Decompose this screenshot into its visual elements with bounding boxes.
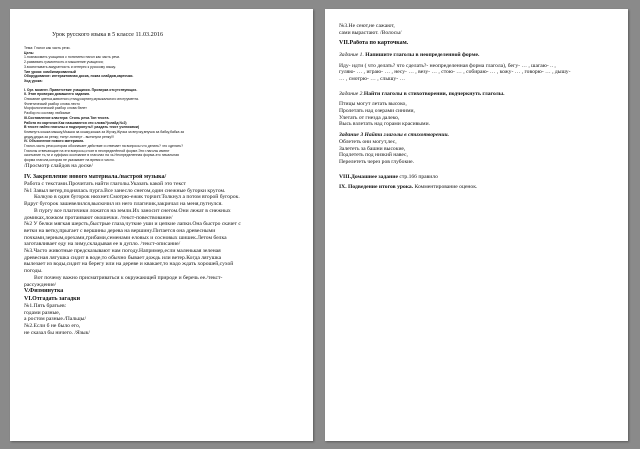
homework-label: VIII.Домашнее задание — [339, 173, 398, 180]
riddle-three — [339, 23, 618, 36]
body-line: Вдруг бугорок зашевелился,выскочил из него плагичик,закричал на меня,пугнулся. — [24, 201, 223, 208]
poem-two-line: Перелететь через ров глубокие. — [339, 158, 415, 165]
body-line: рассуждение/ — [24, 281, 57, 288]
body-line: IV. Закрепление нового материала./настрой музыка/ — [24, 173, 167, 180]
task-1-line: Иду- идти ( что делать? что сделать?- неопределенная форма глагола), бегу- … , шагаю- .. , — [339, 62, 556, 69]
stage-line: дедку,дедка за репку; тянут-потянут - вытянули репку!!! — [24, 134, 115, 139]
stage-line: Глагол-часть речи,которая обозначает действие и отвечает на вопросы что делать? что сделать? — [24, 144, 184, 149]
plan-line: 1.познакомить учащихся с понятием глагол как часть речи. — [24, 55, 121, 60]
right-content — [339, 23, 618, 191]
plan-line: Тема: Глагол как часть речи. — [24, 46, 71, 50]
poem-one-line: Высь взлетать над горами красивыми. — [339, 121, 430, 128]
poem-one-line: Улетать от гнезда далеко, — [339, 114, 400, 121]
lesson-body — [24, 174, 303, 337]
stage-line: Описание цветка,животного,птицу,картину,музыкального инструмента. — [24, 97, 139, 102]
poem-two — [339, 139, 618, 166]
stage-line: Фонетический разбор слова лесто — [24, 101, 80, 106]
summary-label: IX. Подведение итогов урока. — [339, 184, 414, 191]
body-line: V.Физминутка — [24, 288, 64, 295]
body-line: VI.Отгадать загадки — [24, 295, 81, 302]
body-line: №1 Завыл ветер,поднялась пурга.Все занесло снегом,один снежные бугорки кругом. — [24, 187, 226, 194]
body-line: Вот почему важно присматриваться к окружающей природе и беречь ее./текст- — [34, 274, 223, 281]
body-line: древесная лягушка сидит в воде,то обычно бывает дождь или ветер.Когда лягушка — [24, 254, 222, 261]
stage-line: Глаголы отвечающие на эти вопросы,стоят в неопределённой форме.Эти глаголы имеют — [24, 148, 170, 153]
body-line: Работа с текстами.Прочитать найти глаголы.Указать какой это текст — [24, 180, 186, 187]
body-line: №2.Если б не было его, — [24, 323, 81, 330]
body-line: Колкую в один бугорок нюхнет.Смотрю-ежик торчит.Толкнул а потом второй бугорок. — [34, 194, 240, 201]
stage-line: IV. Объяснение нового материала. — [24, 139, 85, 144]
plan-line: Тип урока: комбинированный — [24, 69, 76, 74]
section-cards-heading: VII.Работа по карточкам. — [339, 40, 409, 47]
body-line: домиках,ложком протаивают окошечки. /текст-повествование/ — [24, 214, 173, 221]
task-1-label: Задание 1. — [339, 51, 364, 58]
plan-line: Цель: — [24, 50, 35, 55]
task-2-heading — [339, 91, 618, 98]
stage-line: Климнуть кошка мышку,Мышка за кошку,кошка за Жучку,Жучка за внучку,внучка за бабку,бабка за — [24, 129, 185, 134]
body-line: ветки на ветку,прыгает с вершины дерева на вершину.Питается она древесными — [24, 227, 216, 234]
poem-one-line: Птицы могут летать высоко, — [339, 101, 407, 108]
body-line: годами разные, — [24, 309, 61, 316]
task-3-heading: Задание 3 Найти глаголы в стихотворении. — [339, 132, 450, 139]
stage-line: Работа по карточке.Как называются эти слова?(слайд №2) — [24, 120, 127, 125]
body-line: №2 У белки мягкая шерсть,быстрые глаза,чуткие уши и цепкие лапки.Она быстро скачет с — [24, 221, 241, 228]
stage-line: II. Этап проверки домашнего задания. — [24, 92, 90, 97]
body-line: №3.Часто животные предсказывают нам погоду.Например,если маленькая зеленая — [24, 248, 221, 255]
homework-line — [339, 174, 618, 181]
stage-line: III.Составление кластера: Стиль речи.Тип текста. — [24, 115, 110, 120]
riddle-line: №3.Не сеют,не сажают, — [339, 23, 395, 29]
plan-line: 3.воспитывать аккуратность и интерес к русскому языку. — [24, 64, 116, 69]
task-1-text: Напишите глаголы в неопределенной форме. — [363, 51, 480, 58]
stage-line: В тексте найти глаголы и подчеркнуть!! раздать текст учениками) — [24, 125, 140, 130]
task-1-line: … , смотрю- … , слышу- … — [339, 75, 406, 82]
body-line: вылезает из воды,сидит на берегу или на дереве и квакает,то надо ждать хорошей,сухой — [24, 261, 234, 268]
body-line: №1.Пять братьев: — [24, 303, 67, 310]
left-content — [24, 31, 303, 337]
body-line: не сказал бы ничего. /Язык/ — [24, 329, 90, 336]
lesson-title: Урок русского языка в 5 классе 11.03.2016 — [52, 31, 164, 38]
body-line: погоды. — [24, 268, 43, 275]
poem-two-line: Подлететь под низкий навес, — [339, 152, 408, 159]
plan-line: Оборудование: интерактивная доска, показ слайдов,карточки. — [24, 74, 134, 79]
slide-note: /Просмотр слайдов на доске/ — [24, 162, 93, 169]
body-line: заготавливает еду на зиму,складывая ее в дупло. /текст-описание/ — [24, 241, 181, 248]
page-right — [325, 9, 628, 441]
lesson-plan — [24, 46, 303, 84]
homework-text: стр.166 правило — [398, 173, 438, 180]
poem-one-line: Пролетать над озерами синими, — [339, 108, 415, 115]
poem-two-line: Облететь они могут,лес, — [339, 138, 397, 145]
stage-line: Разбор по составу любимые — [24, 111, 71, 116]
poem-one — [339, 101, 618, 128]
stage-line: I. Орг. момент. Приветствие учащихся. Проверка отсутствующих. — [24, 87, 138, 92]
task-2-text: Найти глаголы в стихотворении, подчеркнуть глаголы. — [363, 90, 505, 97]
task-1-heading — [339, 52, 618, 59]
plan-line: 2.развивать грамотность и мышление учащихся; — [24, 60, 104, 65]
task-1-lines — [339, 63, 618, 83]
poem-two-line: Залететь за башни высокие, — [339, 145, 406, 152]
task-1-line: гуляю- … , играю- … , несу- … , везу- … , стою- … , собираю- … , кожу- … , говорю- … , дышу- — [339, 69, 571, 76]
plan-line: Ход урока: — [24, 78, 43, 83]
stage-line: окончание ть,ти и суффикс окончание в глаголах на чь.Неопределенная форма-это начальная — [24, 153, 179, 158]
page-left — [10, 9, 313, 441]
summary-text: Комментирование оценок. — [413, 184, 478, 191]
summary-line — [339, 184, 618, 191]
riddle-line: сами вырастают. /Волосы/ — [339, 29, 402, 36]
body-line: В пургу все плагичики ложатся на земли.Их заносит снегом.Они лежат в снежных — [34, 207, 231, 214]
lesson-stages — [24, 88, 303, 163]
body-line: а ростом разные./Пальцы/ — [24, 316, 86, 323]
body-line: почками,зерным,орехами,грибами,семенами еловых и сосновых шишек.Летом белка — [24, 234, 227, 241]
stage-line: форма глагола,которая не указывает на время и число. — [24, 158, 115, 163]
task-2-label: Задание 2. — [339, 90, 364, 97]
stage-line: Морфологический разбор слова белет — [24, 106, 87, 111]
